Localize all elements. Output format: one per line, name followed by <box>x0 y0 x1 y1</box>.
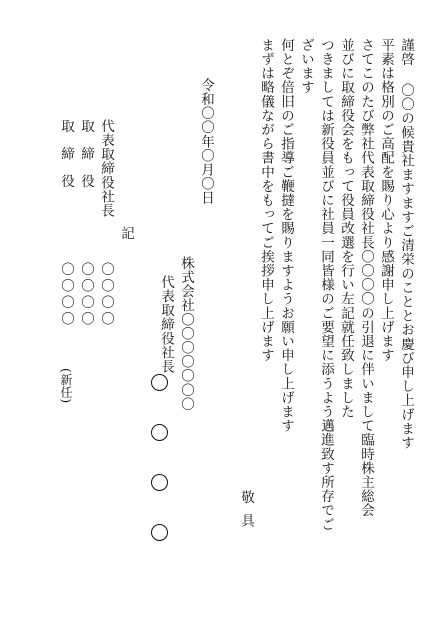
letter-body-line: 〇〇の候貴社ますますご清栄のこととお慶び申し上げます <box>398 69 414 450</box>
officer-name: 〇〇〇〇 <box>58 262 74 328</box>
letter-closing: 敬具 <box>238 490 254 537</box>
sender-name-glyph <box>151 524 168 541</box>
sender-name-glyph <box>151 374 168 391</box>
officer-name: 〇〇〇〇 <box>78 262 94 328</box>
officer-note: (新任) <box>59 368 73 404</box>
officer-title: 取締役 <box>58 119 74 202</box>
letter-body-line: ざいます <box>298 38 314 95</box>
letter-body-line: 平素は格別のご高配を賜り心より感謝申し上げます <box>378 38 394 363</box>
officer-title: 取締役 <box>78 119 94 202</box>
officer-name: 〇〇〇〇 <box>98 262 114 328</box>
letter-body-line: 並びに取締役会をもって役員改選を行い左記就任致しました <box>338 38 354 419</box>
letter-body-line: まずは略儀ながら書中をもってご挨拶申し上げます <box>258 38 274 363</box>
letter-opening: 謹啓 <box>398 38 414 67</box>
letter-body-line: つきましては新役員並びに社員一同皆様のご要望に添うよう邁進致す所存でご <box>318 38 334 532</box>
sender-name-glyph <box>151 424 168 441</box>
letter-body-line: 何とぞ倍旧のご指導ご鞭撻を賜りますようお願い申し上げます <box>278 38 294 433</box>
letter-date: 令和〇〇年〇月〇日 <box>198 78 214 205</box>
letter-body-line: さてこのたび弊社代表取締役社長〇〇〇〇の引退に伴いまして臨時株主総会 <box>358 38 374 518</box>
notice-label: 記 <box>118 226 134 241</box>
sender-company: 株式会社〇〇〇〇〇〇〇 <box>178 256 194 412</box>
sender-title: 代表取締役社長 <box>158 275 174 374</box>
officer-title: 代表取締役社長 <box>98 119 114 218</box>
sender-name-glyph <box>151 474 168 491</box>
